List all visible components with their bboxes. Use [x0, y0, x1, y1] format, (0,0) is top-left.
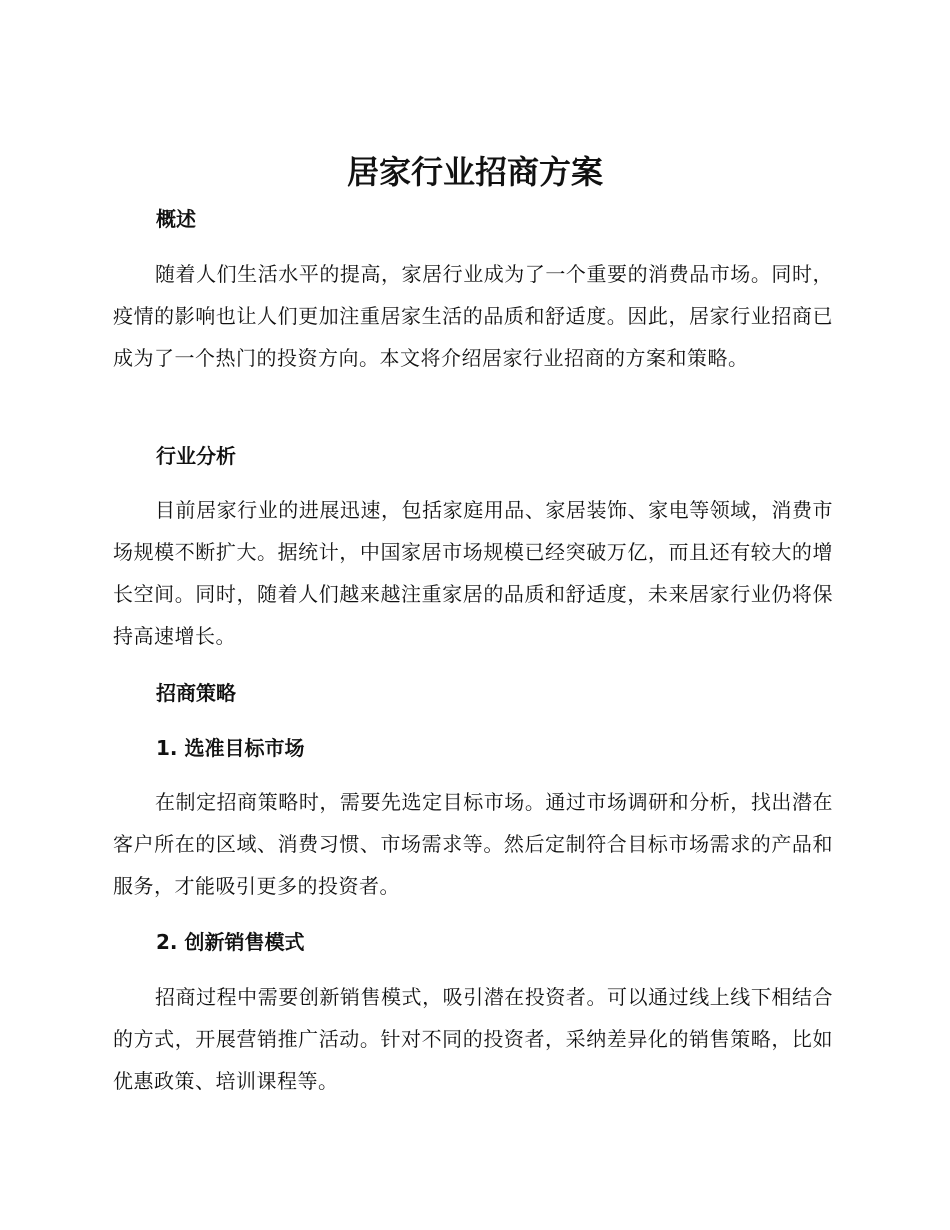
paragraph-sales-model: 招商过程中需要创新销售模式，吸引潜在投资者。可以通过线上线下相结合的方式，开展营销推广活动。针对不同的投资者，采纳差异化的销售策略，比如优惠政策、培训课程等。 [113, 985, 833, 1093]
heading-analysis: 行业分析 [156, 444, 236, 468]
document-title: 居家行业招商方案 [346, 153, 603, 191]
heading-target-market: 1. 选准目标市场 [156, 736, 305, 760]
heading-strategy: 招商策略 [156, 681, 236, 705]
paragraph-analysis: 目前居家行业的进展迅速，包括家庭用品、家居装饰、家电等领域，消费市场规模不断扩大。据统计，中国家居市场规模已经突破万亿，而且还有较大的增长空间。同时，随着人们越来越注重家居的品质和舒适度，未来居家行业仍将保持高速增长。 [113, 498, 833, 648]
heading-sales-model: 2. 创新销售模式 [156, 930, 305, 954]
paragraph-target-market: 在制定招商策略时，需要先选定目标市场。通过市场调研和分析，找出潜在客户所在的区域、消费习惯、市场需求等。然后定制符合目标市场需求的产品和服务，才能吸引更多的投资者。 [113, 790, 833, 898]
paragraph-overview: 随着人们生活水平的提高，家居行业成为了一个重要的消费品市场。同时，疫情的影响也让人们更加注重居家生活的品质和舒适度。因此，居家行业招商已成为了一个热门的投资方向。本文将介绍居家行业招商的方案和策略。 [113, 262, 833, 370]
heading-overview: 概述 [156, 207, 196, 231]
